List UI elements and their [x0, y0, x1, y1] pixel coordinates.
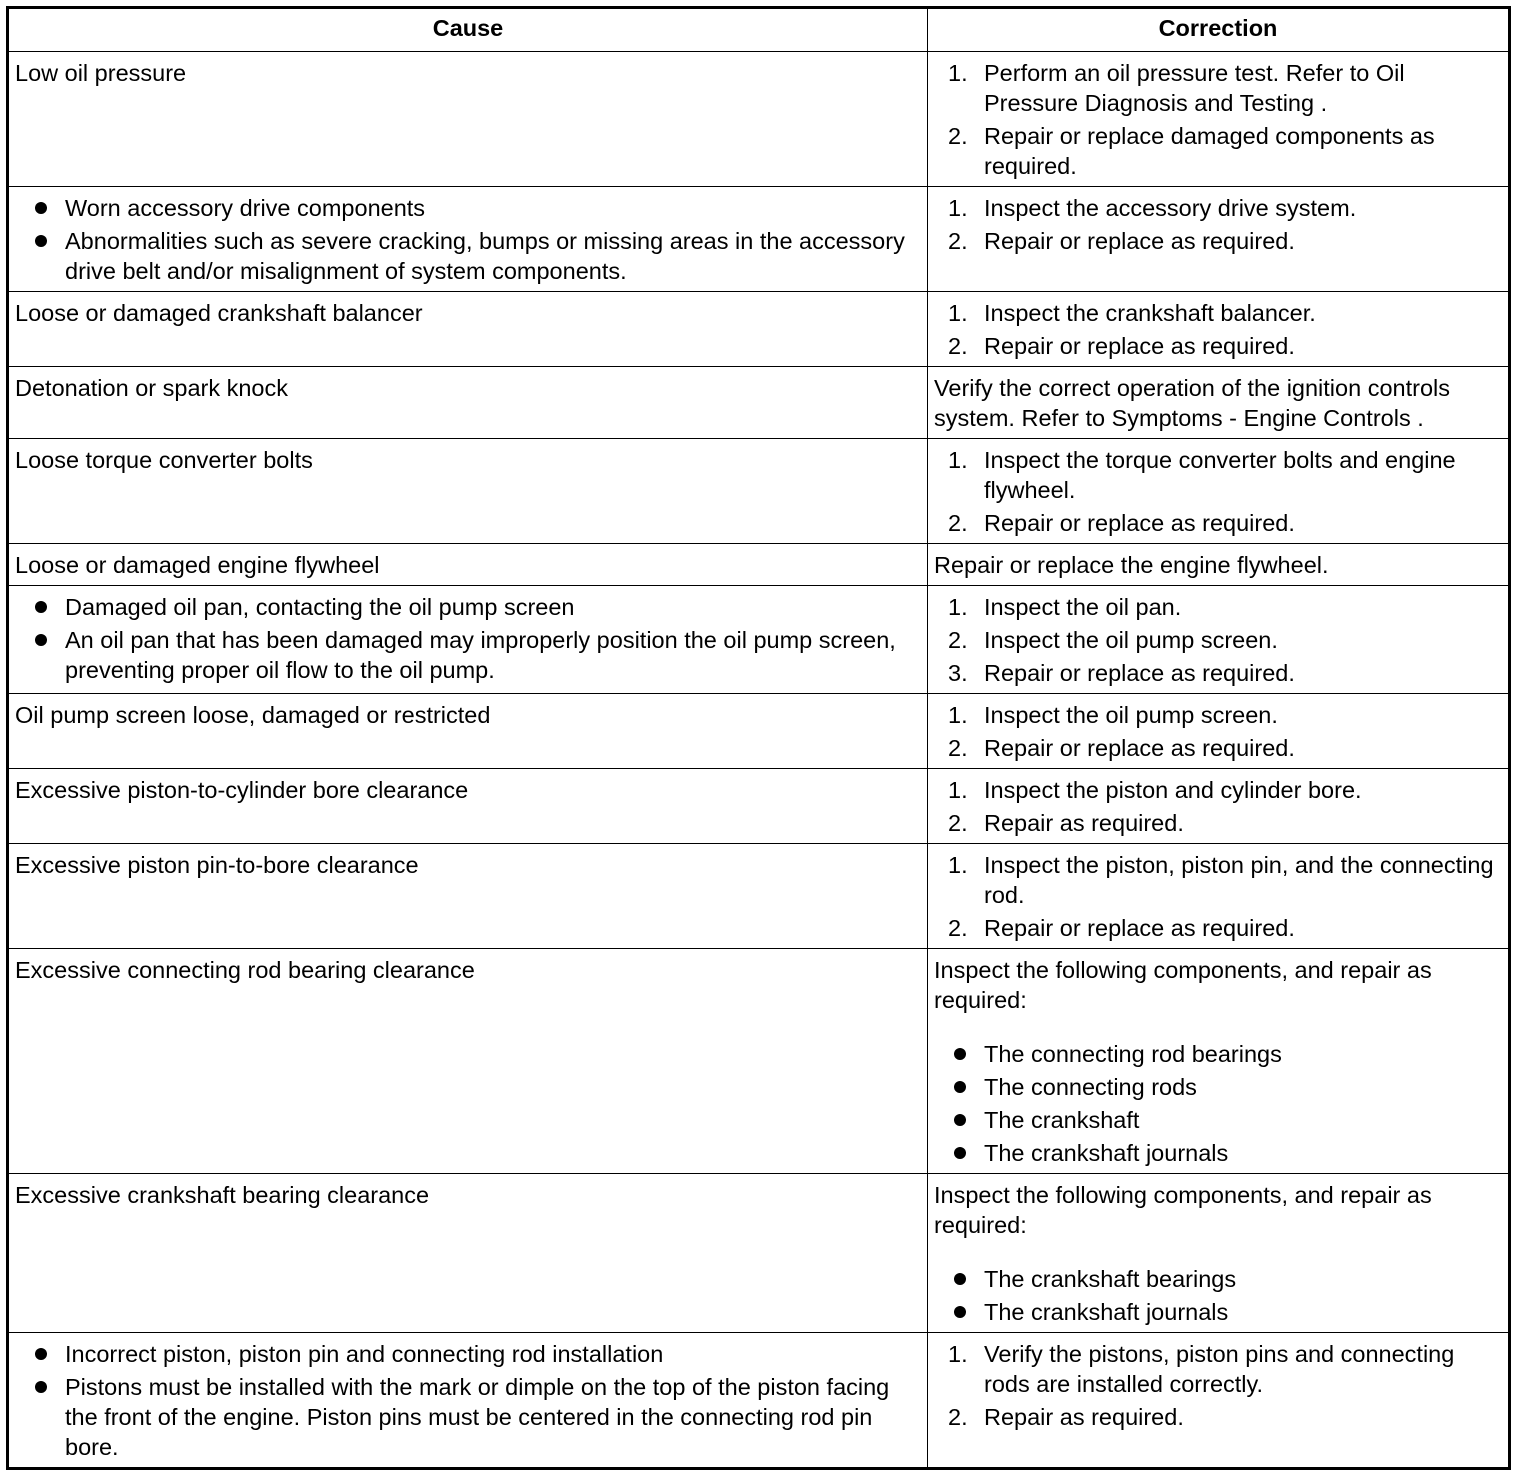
correction-text: Repair or replace the engine flywheel.	[934, 552, 1329, 578]
cause-text: Excessive crankshaft bearing clearance	[15, 1182, 430, 1208]
step-number: 2.	[948, 123, 968, 149]
list-item	[934, 1138, 1502, 1168]
correction-cell	[928, 769, 1510, 844]
correction-bullet-list	[934, 1039, 1502, 1168]
list-item	[934, 1339, 1502, 1399]
step-number: 2.	[948, 735, 968, 761]
document-page	[6, 6, 1508, 1470]
table-row	[8, 52, 1510, 187]
step-number: 2.	[948, 627, 968, 653]
cause-cell	[8, 52, 928, 187]
step-number: 2.	[948, 915, 968, 941]
step-number: 2.	[948, 333, 968, 359]
cause-text: Loose or damaged crankshaft balancer	[15, 300, 423, 326]
bullet-icon	[954, 1147, 966, 1159]
table-row	[8, 949, 1510, 1174]
step-text: Repair or replace as required.	[984, 735, 1295, 761]
list-item	[934, 508, 1502, 538]
correction-cell	[928, 949, 1510, 1174]
step-text: Repair or replace as required.	[984, 510, 1295, 536]
table-row	[8, 769, 1510, 844]
correction-step-list	[934, 58, 1502, 181]
cause-text: Excessive piston pin-to-bore clearance	[15, 852, 419, 878]
cause-cell	[8, 769, 928, 844]
step-number: 1.	[948, 702, 968, 728]
list-item	[934, 193, 1502, 223]
step-text: Verify the pistons, piston pins and connecting rods are installed correctly.	[984, 1341, 1455, 1397]
bullet-icon	[35, 202, 47, 214]
bullet-text: Damaged oil pan, contacting the oil pump screen	[65, 594, 575, 620]
list-item	[934, 58, 1502, 118]
step-text: Repair as required.	[984, 1404, 1184, 1430]
list-item	[934, 121, 1502, 181]
correction-cell	[928, 1174, 1510, 1333]
list-item	[934, 592, 1502, 622]
step-number: 3.	[948, 660, 968, 686]
table-row	[8, 1174, 1510, 1333]
correction-cell	[928, 1333, 1510, 1469]
cause-cell	[8, 367, 928, 439]
cause-cell	[8, 844, 928, 949]
step-text: Repair or replace damaged components as required.	[984, 123, 1435, 179]
cause-bullet-list	[15, 193, 921, 286]
bullet-text: The connecting rod bearings	[984, 1041, 1282, 1067]
list-item	[934, 1402, 1502, 1432]
correction-cell	[928, 52, 1510, 187]
table-row	[8, 367, 1510, 439]
correction-step-list	[934, 1339, 1502, 1432]
list-item	[934, 625, 1502, 655]
list-item	[934, 733, 1502, 763]
list-item	[934, 331, 1502, 361]
bullet-icon	[35, 1348, 47, 1360]
cause-bullet-list	[15, 1339, 921, 1462]
list-item	[934, 1105, 1502, 1135]
step-number: 1.	[948, 594, 968, 620]
diagnostic-table	[6, 6, 1511, 1470]
step-text: Inspect the torque converter bolts and engine flywheel.	[984, 447, 1456, 503]
correction-bullet-list	[934, 1264, 1502, 1327]
cause-cell	[8, 439, 928, 544]
correction-cell	[928, 292, 1510, 367]
cause-cell	[8, 544, 928, 586]
bullet-text: An oil pan that has been damaged may improperly position the oil pump screen, preventing proper oil flow to the oil pump.	[65, 627, 896, 683]
correction-step-list	[934, 193, 1502, 256]
cause-cell	[8, 586, 928, 694]
bullet-icon	[35, 1381, 47, 1393]
correction-step-list	[934, 445, 1502, 538]
cause-text: Low oil pressure	[15, 60, 187, 86]
cause-text: Loose or damaged engine flywheel	[15, 552, 380, 578]
step-text: Inspect the oil pan.	[984, 594, 1182, 620]
correction-step-list	[934, 592, 1502, 688]
bullet-text: The connecting rods	[984, 1074, 1197, 1100]
correction-cell	[928, 544, 1510, 586]
cause-cell	[8, 292, 928, 367]
bullet-text: Worn accessory drive components	[65, 195, 426, 221]
cause-bullet-list	[15, 592, 921, 685]
bullet-icon	[35, 235, 47, 247]
header-row	[8, 8, 1510, 52]
correction-cell	[928, 694, 1510, 769]
step-text: Perform an oil pressure test. Refer to Oil Pressure Diagnosis and Testing .	[984, 60, 1405, 116]
step-number: 1.	[948, 1341, 968, 1367]
table-row	[8, 694, 1510, 769]
step-number: 1.	[948, 300, 968, 326]
table-row	[8, 844, 1510, 949]
step-text: Repair or replace as required.	[984, 660, 1295, 686]
table-row	[8, 586, 1510, 694]
correction-step-list	[934, 700, 1502, 763]
bullet-icon	[35, 601, 47, 613]
table-row	[8, 544, 1510, 586]
list-item	[15, 625, 921, 685]
list-item	[934, 1264, 1502, 1294]
correction-step-list	[934, 298, 1502, 361]
bullet-text: The crankshaft journals	[984, 1299, 1229, 1325]
step-number: 2.	[948, 510, 968, 536]
step-text: Inspect the accessory drive system.	[984, 195, 1357, 221]
column-header-correction: Correction	[928, 8, 1510, 52]
table-row	[8, 292, 1510, 367]
bullet-text: Pistons must be installed with the mark or dimple on the top of the piston facing the front of the engine. Piston pins must be centered in the connecting rod pin bore.	[65, 1374, 890, 1460]
list-item	[934, 1297, 1502, 1327]
cause-cell	[8, 1333, 928, 1469]
step-number: 1.	[948, 195, 968, 221]
step-number: 2.	[948, 228, 968, 254]
bullet-icon	[35, 634, 47, 646]
list-item	[15, 226, 921, 286]
table-row	[8, 1333, 1510, 1469]
list-item	[15, 193, 921, 223]
list-item	[15, 1339, 921, 1369]
cause-text: Loose torque converter bolts	[15, 447, 313, 473]
step-text: Inspect the oil pump screen.	[984, 627, 1278, 653]
bullet-text: The crankshaft journals	[984, 1140, 1229, 1166]
list-item	[15, 1372, 921, 1462]
step-text: Inspect the piston, piston pin, and the connecting rod.	[984, 852, 1494, 908]
step-text: Repair or replace as required.	[984, 333, 1295, 359]
cause-cell	[8, 1174, 928, 1333]
step-number: 2.	[948, 810, 968, 836]
list-item	[15, 592, 921, 622]
correction-cell	[928, 367, 1510, 439]
correction-cell	[928, 187, 1510, 292]
cause-text: Excessive connecting rod bearing clearance	[15, 957, 475, 983]
correction-cell	[928, 844, 1510, 949]
step-text: Repair or replace as required.	[984, 228, 1295, 254]
correction-cell	[928, 586, 1510, 694]
list-item	[934, 445, 1502, 505]
bullet-icon	[954, 1081, 966, 1093]
step-number: 2.	[948, 1404, 968, 1430]
correction-text: Inspect the following components, and repair as required:	[934, 1182, 1432, 1238]
bullet-text: The crankshaft bearings	[984, 1266, 1237, 1292]
step-text: Inspect the piston and cylinder bore.	[984, 777, 1362, 803]
list-item	[934, 775, 1502, 805]
cause-cell	[8, 694, 928, 769]
table-row	[8, 439, 1510, 544]
cause-text: Oil pump screen loose, damaged or restricted	[15, 702, 491, 728]
bullet-text: Incorrect piston, piston pin and connecting rod installation	[65, 1341, 664, 1367]
list-item	[934, 226, 1502, 256]
bullet-text: The crankshaft	[984, 1107, 1140, 1133]
step-text: Inspect the crankshaft balancer.	[984, 300, 1316, 326]
step-text: Inspect the oil pump screen.	[984, 702, 1278, 728]
bullet-icon	[954, 1114, 966, 1126]
step-text: Repair or replace as required.	[984, 915, 1295, 941]
correction-step-list	[934, 775, 1502, 838]
correction-cell	[928, 439, 1510, 544]
step-number: 1.	[948, 60, 968, 86]
bullet-icon	[954, 1048, 966, 1060]
list-item	[934, 658, 1502, 688]
table-row	[8, 187, 1510, 292]
table-body	[8, 52, 1510, 1469]
list-item	[934, 1039, 1502, 1069]
list-item	[934, 298, 1502, 328]
cause-text: Excessive piston-to-cylinder bore clearance	[15, 777, 469, 803]
bullet-text: Abnormalities such as severe cracking, bumps or missing areas in the accessory drive belt and/or misalignment of system components.	[65, 228, 905, 284]
list-item	[934, 1072, 1502, 1102]
step-text: Repair as required.	[984, 810, 1184, 836]
cause-text: Detonation or spark knock	[15, 375, 289, 401]
cause-cell	[8, 187, 928, 292]
list-item	[934, 850, 1502, 910]
list-item	[934, 700, 1502, 730]
bullet-icon	[954, 1306, 966, 1318]
step-number: 1.	[948, 447, 968, 473]
step-number: 1.	[948, 777, 968, 803]
correction-text: Inspect the following components, and repair as required:	[934, 957, 1432, 1013]
cause-cell	[8, 949, 928, 1174]
list-item	[934, 808, 1502, 838]
column-header-cause: Cause	[8, 8, 928, 52]
step-number: 1.	[948, 852, 968, 878]
list-item	[934, 913, 1502, 943]
correction-text: Verify the correct operation of the ignition controls system. Refer to Symptoms - Engine Controls .	[934, 375, 1450, 431]
correction-step-list	[934, 850, 1502, 943]
bullet-icon	[954, 1273, 966, 1285]
